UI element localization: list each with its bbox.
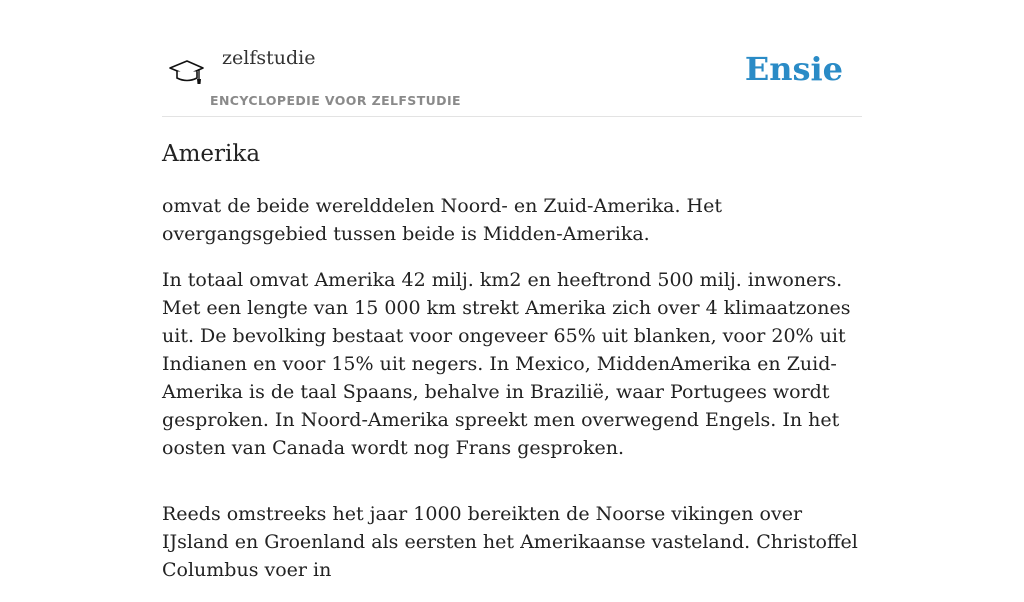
site-header [162,0,862,117]
article-title: Amerika [162,141,261,167]
article-body [162,192,862,602]
page [162,0,862,581]
brand-logo[interactable]: Ensie [744,50,843,88]
site-tagline: ENCYCLOPEDIE VOOR ZELFSTUDIE [210,93,461,108]
graduation-cap-icon[interactable] [166,54,206,92]
category-label[interactable]: zelfstudie [222,47,316,69]
article-paragraph: omvat de beide werelddelen Noord- en Zuid-Amerika. Het overgangsgebied tussen beide is Midden-Amerika. [162,195,722,245]
article-paragraph: In totaal omvat Amerika 42 milj. km2 en heeftrond 500 milj. inwoners. Met een lengte van 15 000 km strekt Amerika zich over 4 klimaatzones uit. De bevolking bestaat voor ongeveer 65% uit blanken, voor 20% uit Indianen en voor 15% uit negers. In Mexico, MiddenAmerika en Zuid-Amerika is de taal Spaans, behalve in Brazilië, waar Portugees wordt gesproken. In Noord-Amerika spreekt men overwegend Engels. In het oosten van Canada wordt nog Frans gesproken. [162,269,851,459]
article-paragraph: Reeds omstreeks het jaar 1000 bereikten de Noorse vikingen over IJsland en Groenland als eersten het Amerikaanse vasteland. Christoffel Columbus voer in [162,503,858,581]
